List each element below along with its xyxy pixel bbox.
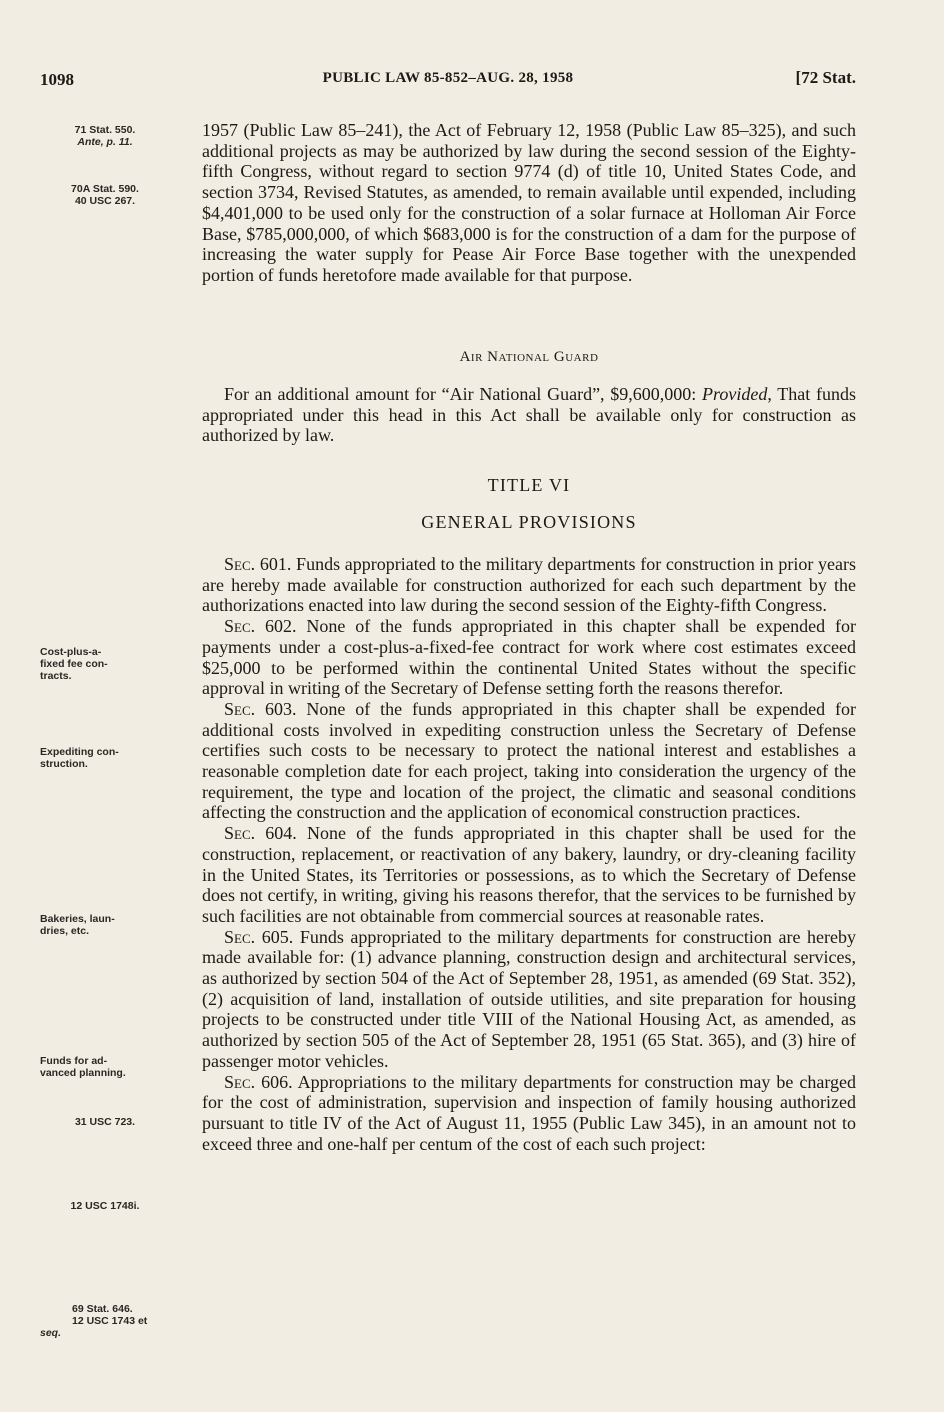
section-text: Appropriations to the military departments for construction may be charged for the cost of administration, supervision and inspection of family housing authorized pursuant to title IV of the Act of August 11, 1955 (Public Law 345), in an amount not to exceed three and one-half per centum of the cost of each such project: bbox=[202, 1071, 856, 1154]
air-national-guard-heading: Air National Guard bbox=[459, 349, 599, 365]
margin-note-cost-plus bbox=[40, 646, 180, 682]
section-605 bbox=[202, 927, 856, 1072]
header-title: PUBLIC LAW 85-852–AUG. 28, 1958 bbox=[322, 70, 574, 86]
running-header bbox=[40, 70, 856, 94]
margin-note-line: seq. bbox=[40, 1327, 62, 1339]
margin-note-line: Ante, p. 11. bbox=[77, 136, 133, 148]
ang-provided: Provided bbox=[702, 384, 768, 404]
opening-paragraph: 1957 (Public Law 85–241), the Act of February 12, 1958 (Public Law 85–325), and such additional projects as may be authorized by law during the second session of the Eighty-fifth Congress, without regard to section 9774 (d) of title 10, United States Code, and section 3734, Revised Statutes, as amended, to remain available until expended, including $4,401,000 to be used only for the construction of a solar furnace at Holloman Air Force Base, $785,000,000, of which $683,000 is for the construction of a dam for the purpose of increasing the water supply for Pease Air Force Base together with the unexpended portion of funds heretofore made available for that purpose. bbox=[202, 120, 856, 285]
section-label: Sec. 602. bbox=[224, 616, 297, 637]
margin-note-line: Bakeries, laun- bbox=[40, 913, 115, 925]
margin-note-70a-stat bbox=[20, 183, 190, 207]
section-label: Sec. 605. bbox=[224, 926, 294, 947]
margin-note-71-stat bbox=[20, 124, 190, 148]
section-text: Funds appropriated to the military departments for construction are hereby made available for: (1) advance planning, construction design and architectural services, as authorized by section 504 of the Act of September 28, 1951, as amended (69 Stat. 352), (2) acquisition of land, installation of outside utilities, and site preparation for housing projects to be constructed under title VIII of the National Housing Act, as amended, as authorized by section 505 of the Act of September 28, 1951 (65 Stat. 365), and (3) hire of passenger motor vehicles. bbox=[202, 926, 856, 1071]
margin-note-line: tracts. bbox=[40, 670, 72, 682]
section-604 bbox=[202, 823, 856, 927]
margin-note-line: Expediting con- bbox=[40, 746, 119, 758]
margin-note-funds-planning bbox=[40, 1055, 180, 1079]
margin-note-bakeries bbox=[40, 913, 180, 937]
page-number: 1098 bbox=[40, 70, 74, 89]
margin-note-line: 70A Stat. 590. bbox=[71, 183, 139, 195]
margin-note-line: fixed fee con- bbox=[40, 658, 108, 670]
ang-text-after: , That funds appropriated under this head in this Act shall be available only for construction as authorized by law. bbox=[202, 384, 856, 446]
title-vi-heading: TITLE VI bbox=[487, 475, 571, 495]
margin-note-expediting bbox=[40, 746, 180, 770]
margin-note-69-stat bbox=[40, 1303, 180, 1339]
section-603 bbox=[202, 699, 856, 823]
margin-note-line: Cost-plus-a- bbox=[40, 646, 102, 658]
air-national-guard-block bbox=[202, 384, 856, 446]
margin-note-line: 71 Stat. 550. bbox=[74, 124, 136, 136]
margin-note-line: dries, etc. bbox=[40, 925, 90, 937]
volume-reference: [72 Stat. bbox=[795, 68, 856, 87]
section-label: Sec. 606. bbox=[224, 1071, 293, 1092]
margin-note-line: 12 USC 1748i. bbox=[70, 1200, 140, 1212]
margin-note-line: struction. bbox=[40, 758, 88, 770]
margin-note-31-usc bbox=[20, 1116, 190, 1128]
section-text: None of the funds appropriated in this chapter shall be expended for payments under a cost-plus-a-fixed-fee contract for work where cost estimates exceed $25,000 to be performed within the continental United States without the specific approval in writing of the Secretary of Defense setting forth the reasons therefor. bbox=[202, 616, 857, 699]
section-label: Sec. 603. bbox=[224, 698, 297, 719]
section-text: None of the funds appropriated in this chapter shall be expended for additional costs involved in expediting construction unless the Secretary of Defense certifies such costs to be necessary to protect the national interest and establishes a reasonable completion date for each project, taking into consideration the urgency of the requirement, the type and location of the project, the climatic and seasonal conditions affecting the construction and the application of economical construction practices. bbox=[202, 698, 857, 823]
section-label: Sec. 601. bbox=[224, 554, 292, 574]
section-606 bbox=[202, 1072, 856, 1155]
margin-note-line: 40 USC 267. bbox=[74, 195, 136, 207]
section-602 bbox=[202, 616, 856, 699]
section-text: None of the funds appropriated in this chapter shall be used for the construction, replacement, or reactivation of any bakery, laundry, or dry-cleaning facility in the United States, its Territories or possessions, as to which the Secretary of Defense does not certify, in writing, giving his reasons therefor, that the services to be furnished by such facilities are not obtainable from commercial sources at reasonable rates. bbox=[202, 823, 857, 926]
air-national-guard-paragraph bbox=[202, 384, 856, 446]
sections-block bbox=[202, 554, 856, 1154]
margin-note-line: 69 Stat. 646. bbox=[72, 1303, 133, 1315]
opening-paragraph-block bbox=[202, 120, 856, 286]
section-text: Funds appropriated to the military departments for construction in prior years are hereby made available for construction authorized for each such department by the authorizations enacted into law during the second session of the Eighty-fifth Congress. bbox=[202, 554, 857, 616]
section-601 bbox=[202, 554, 856, 616]
margin-note-line: vanced planning. bbox=[40, 1067, 126, 1079]
margin-note-12-usc bbox=[20, 1200, 190, 1212]
margin-note-line: 31 USC 723. bbox=[74, 1116, 136, 1128]
margin-note-line: 12 USC 1743 et bbox=[72, 1315, 148, 1327]
ang-text-before: For an additional amount for “Air National Guard”, $9,600,000: bbox=[224, 384, 703, 404]
general-provisions-heading: GENERAL PROVISIONS bbox=[421, 512, 637, 532]
margin-note-line: Funds for ad- bbox=[40, 1055, 108, 1067]
section-label: Sec. 604. bbox=[224, 823, 297, 844]
